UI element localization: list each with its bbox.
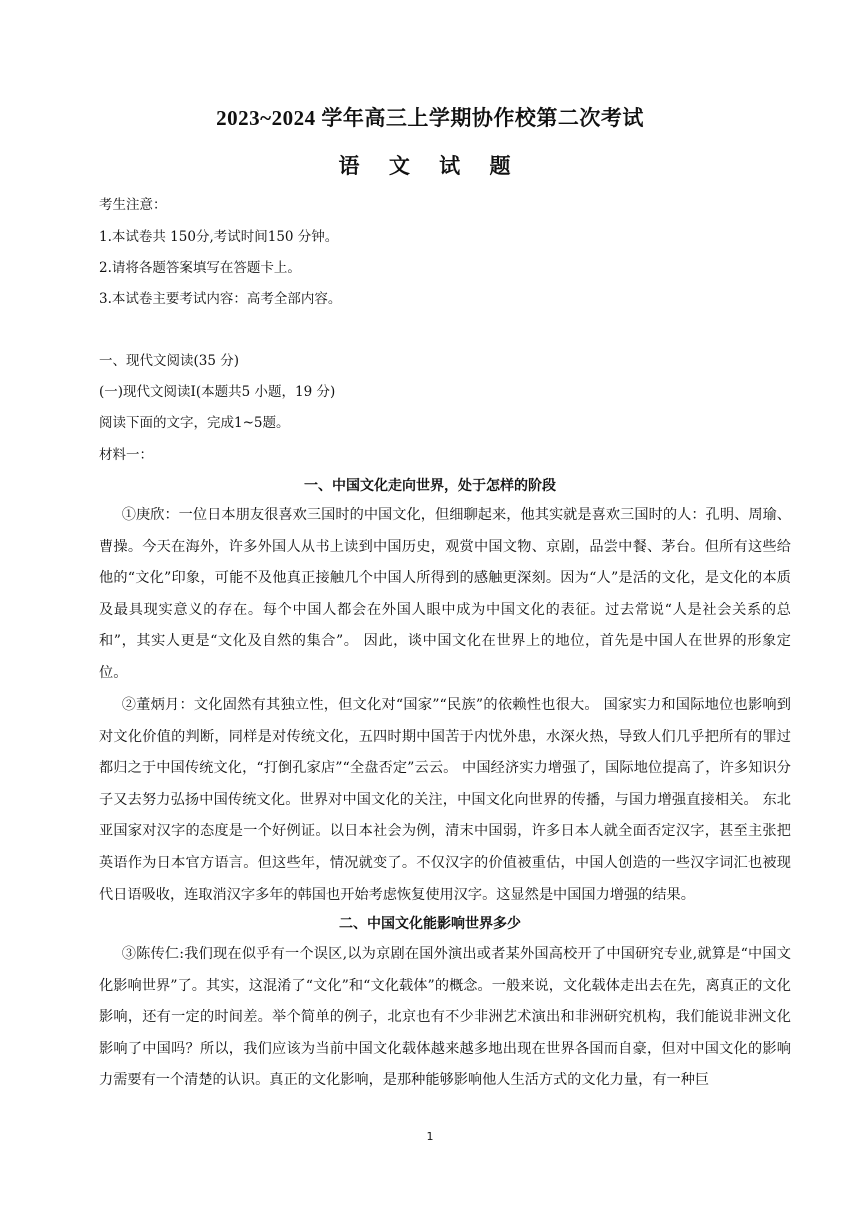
material-heading-2: 二、中国文化能影响世界多少 xyxy=(339,916,521,932)
material-label: 材料一： xyxy=(99,447,153,463)
material-paragraph-2: ②董炳月：文化固然有其独立性，但文化对“国家”“民族”的依赖性也很大。 国家实力和国际地位也影响到对文化价值的判断，同样是对传统文化，五四时期中国苦于内忧外患，水深火热，导致人们几乎把所有的罪过都归之于中国传统文化，“打倒孔家店”“全盘否定”云云。 中国经济实力增强了，国际地位提高了，许多知识分子又去努力弘扬中国传统文化。世界对中国文化的关注，中国文化向世界的传播，与国力增强直接相关。 东北亚国家对汉字的态度是一个好例证。以日本社会为例，清末中国弱，许多日本人就全面否定汉字，甚至主张把英语作为日本官方语言。但这些年，情况就变了。不仅汉字的价值被重估，中国人创造的一些汉字词汇也被现代日语吸收，连取消汉字多年的韩国也开始考虑恢复使用汉字。这显然是中国国力增强的结果。 xyxy=(99,697,791,903)
section-sub-heading: (一)现代文阅读Ⅰ(本题共5 小题，19 分) xyxy=(99,384,336,400)
material-paragraph-1: ①庚欣：一位日本朋友很喜欢三国时的中国文化，但细聊起来，他其实就是喜欢三国时的人：孔明、周瑜、曹操。今天在海外，许多外国人从书上读到中国历史，观赏中国文物、京剧，品尝中餐、茅台。但所有这些给他的“文化”印象，可能不及他真正接触几个中国人所得到的感触更深刻。因为“人”是活的文化，是文化的本质及最具现实意义的存在。每个中国人都会在外国人眼中成为中国文化的表征。过去常说“人是社会关系的总和”，其实人更是“文化及自然的集合”。 因此，谈中国文化在世界上的地位，首先是中国人在世界的形象定位。 xyxy=(99,507,791,681)
exam-title: 2023~2024 学年高三上学期协作校第二次考试 xyxy=(216,106,644,130)
section-heading: 一、现代文阅读(35 分) xyxy=(99,353,240,369)
material-paragraph-3: ③陈传仁:我们现在似乎有一个误区,以为京剧在国外演出或者某外国高校开了中国研究专业,就算是“中国文化影响世界”了。其实，这混淆了“文化”和“文化载体”的概念。一般来说，文化载体走出去在先，离真正的文化影响，还有一定的时间差。举个简单的例子，北京也有不少非洲艺术演出和非洲研究机构，我们能说非洲文化影响了中国吗？所以，我们应该为当前中国文化载体越来越多地出现在世界各国而自豪，但对中国文化的影响力需要有一个清楚的认识。真正的文化影响，是那种能够影响他人生活方式的文化力量，有一种巨 xyxy=(99,946,791,1089)
notice-item-3: 3.本试卷主要考试内容：高考全部内容。 xyxy=(99,291,342,307)
reading-instruction: 阅读下面的文字，完成1~5题。 xyxy=(99,415,290,431)
material-heading-1: 一、中国文化走向世界，处于怎样的阶段 xyxy=(304,478,556,494)
page-number: 1 xyxy=(426,1130,434,1143)
notice-label: 考生注意： xyxy=(99,197,167,213)
exam-subject-title: 语 文 试 题 xyxy=(338,153,522,178)
notice-item-1: 1.本试卷共 150分,考试时间150 分钟。 xyxy=(99,229,339,245)
notice-item-2: 2.请将各题答案填写在答题卡上。 xyxy=(99,260,301,276)
